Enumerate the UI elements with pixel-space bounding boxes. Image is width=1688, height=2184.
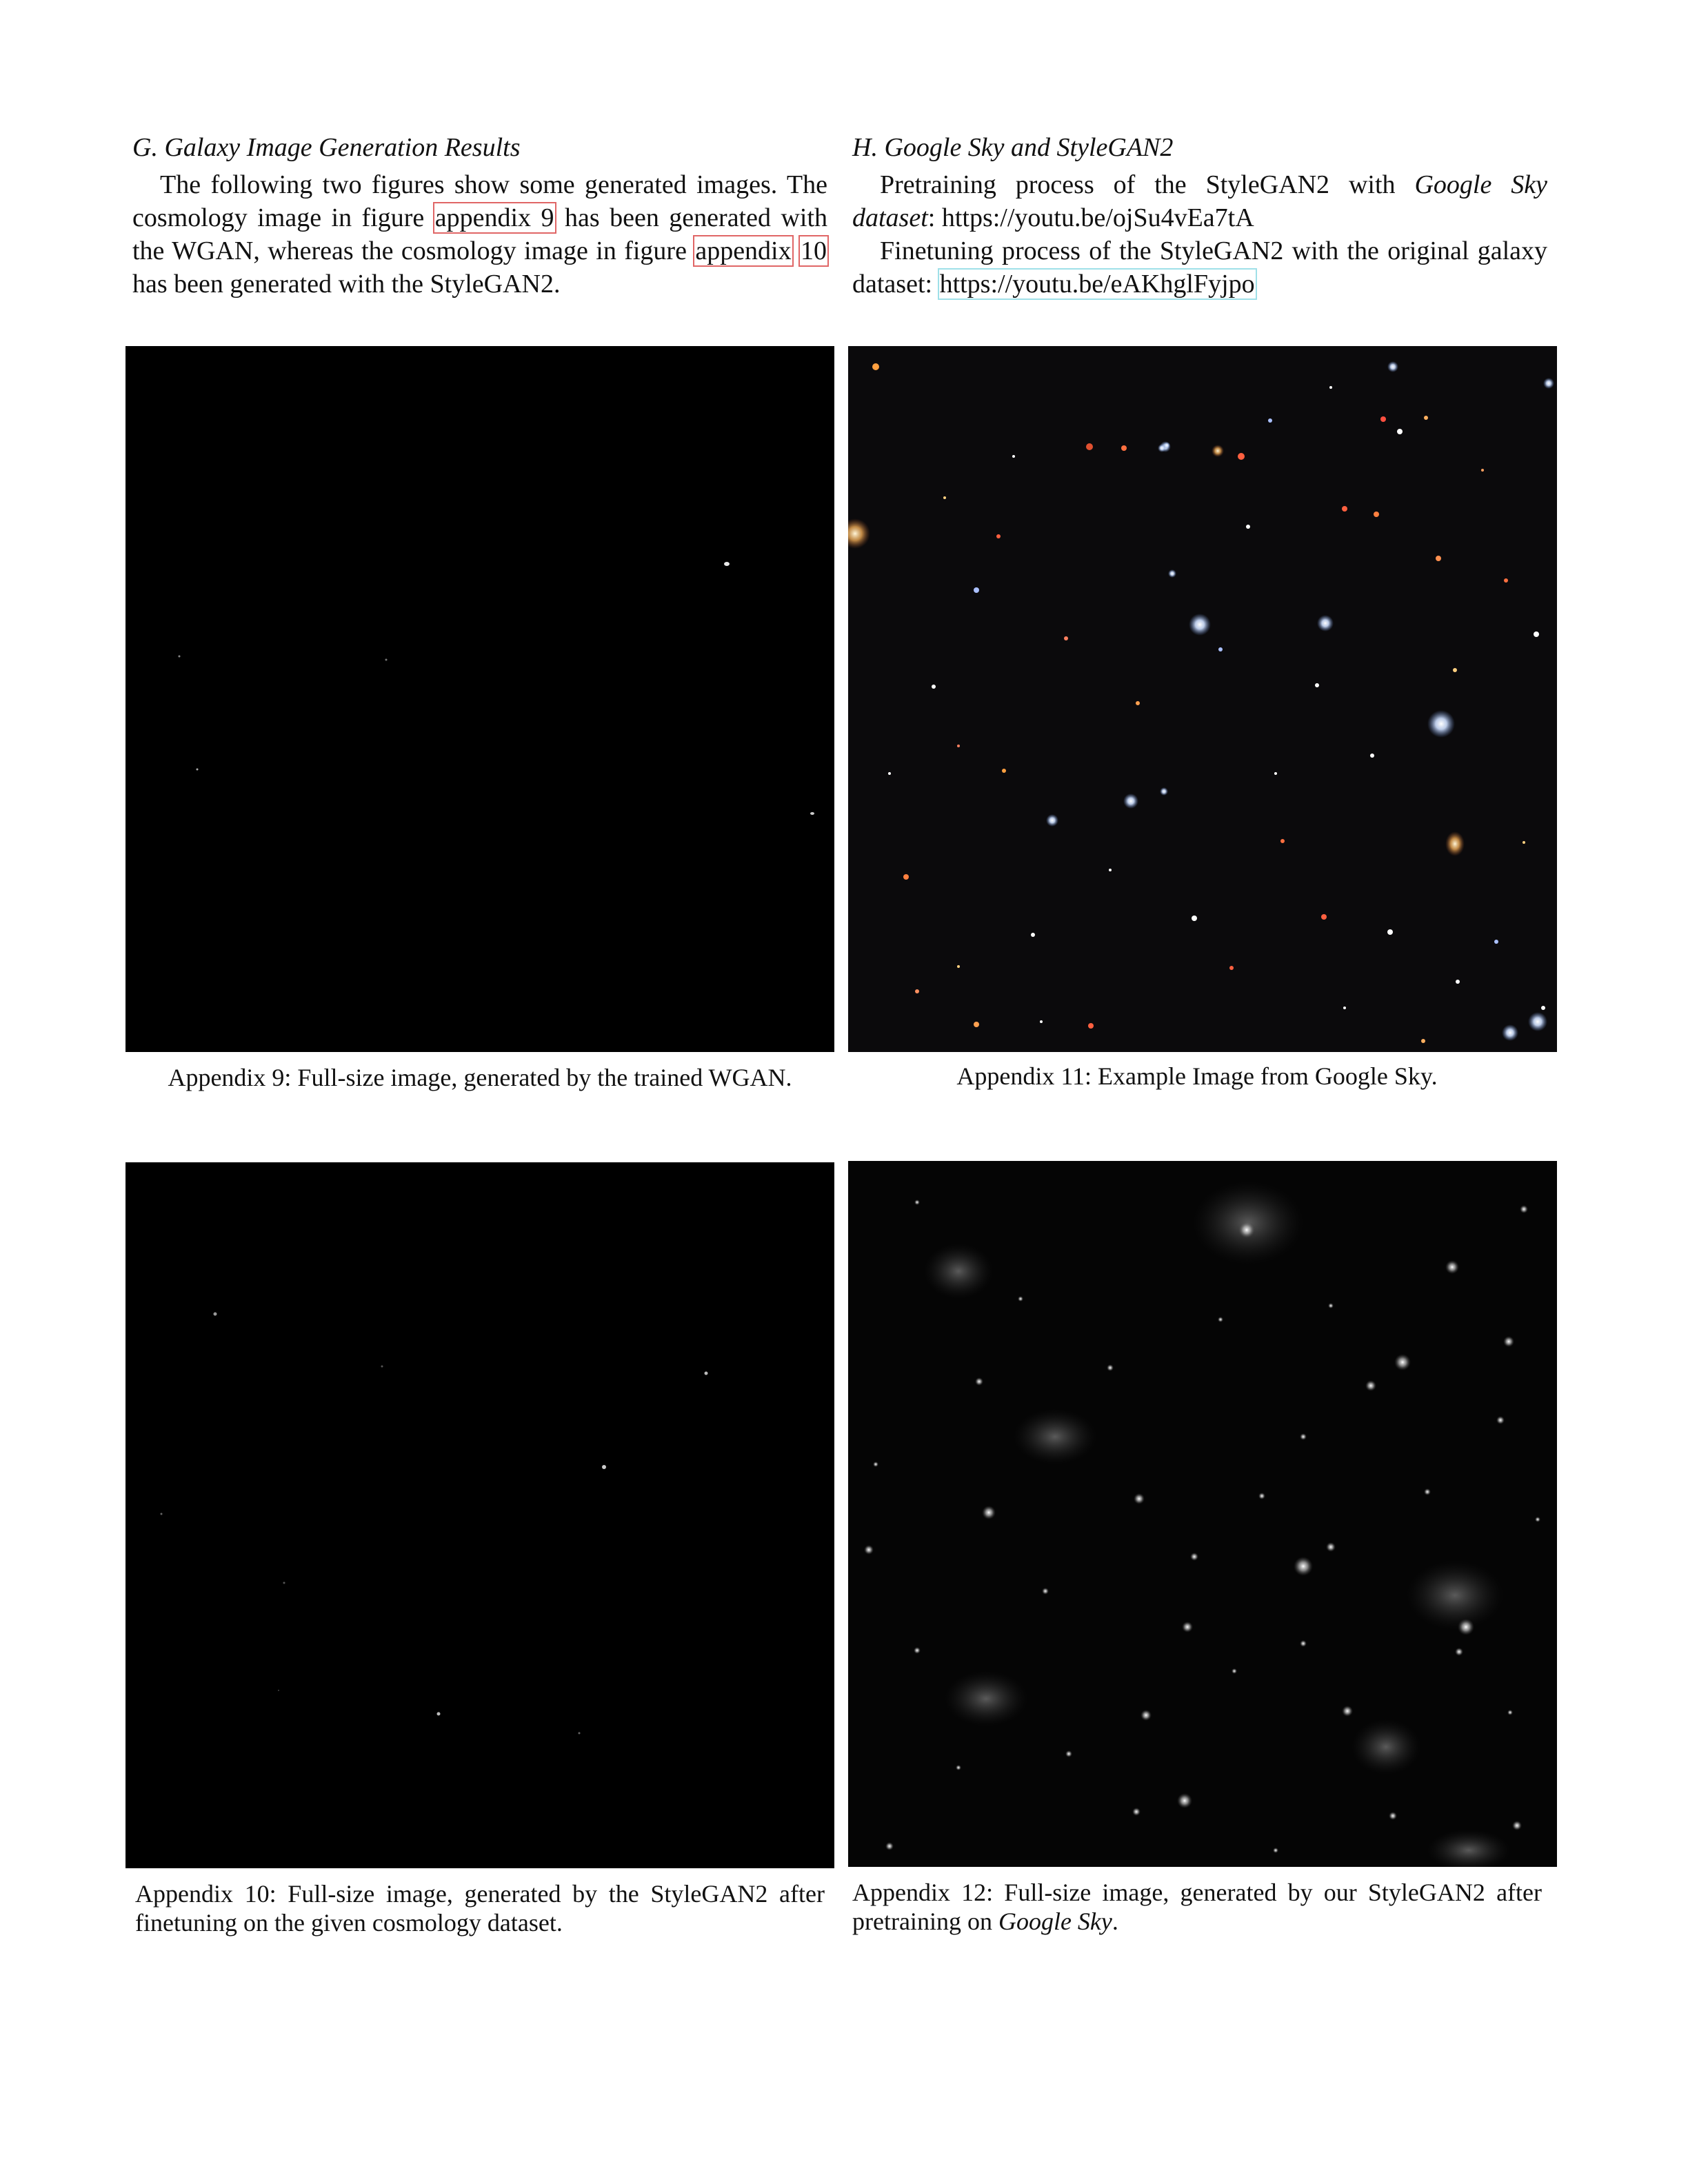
- figure-appendix-11: [848, 346, 1557, 1052]
- pretraining-text: Pretraining process of the StyleGAN2 with: [880, 170, 1415, 199]
- ref-appendix-10a[interactable]: appendix: [695, 236, 792, 265]
- finetuning-text: Finetuning process of the StyleGAN2 with the original galaxy dataset:: [852, 236, 1547, 299]
- stylegan2-finetuned-image: [125, 1162, 834, 1868]
- figure-appendix-9: [125, 346, 834, 1052]
- wgan-image: [125, 346, 834, 1052]
- ref-appendix-9[interactable]: appendix 9: [434, 203, 554, 232]
- pretraining-paragraph: [852, 168, 1547, 234]
- left-column: [132, 131, 827, 301]
- caption-12-text: Appendix 12: Full-size image, generated by our StyleGAN2 after pretraining on: [852, 1879, 1542, 1935]
- google-sky-image: [848, 346, 1557, 1052]
- caption-appendix-11: Appendix 11: Example Image from Google Sky.: [956, 1062, 1438, 1090]
- dataset-text: dataset: [852, 203, 928, 232]
- caption-12-period: .: [1112, 1908, 1118, 1935]
- google-sky-text: Google Sky: [1414, 170, 1547, 199]
- ref-appendix-10b[interactable]: 10: [801, 236, 827, 265]
- left-paragraph: [132, 168, 827, 301]
- left-paragraph-text-1: The following two figures show some generated images. The cosmology image in figure: [132, 170, 827, 232]
- caption-appendix-12: [852, 1878, 1542, 1936]
- stylegan2-pretrained-image: [848, 1161, 1557, 1867]
- figure-appendix-10: [125, 1162, 834, 1868]
- caption-appendix-10: Appendix 10: Full-size image, generated by the StyleGAN2 after finetuning on the given cosmology dataset.: [135, 1880, 825, 1937]
- left-paragraph-text-2: has been generated with the WGAN, whereas the cosmology image in figure: [132, 203, 827, 265]
- figure-appendix-12: [848, 1161, 1557, 1867]
- section-heading-g: G. Galaxy Image Generation Results: [132, 133, 521, 162]
- right-column: [852, 131, 1547, 301]
- caption-appendix-9: Appendix 9: Full-size image, generated by the trained WGAN.: [168, 1064, 792, 1091]
- finetuning-url[interactable]: https://youtu.be/eAKhglFyjpo: [939, 270, 1255, 299]
- caption-12-google-sky: Google Sky: [998, 1908, 1112, 1935]
- finetuning-paragraph: [852, 234, 1547, 301]
- section-heading-h: H. Google Sky and StyleGAN2: [852, 133, 1174, 162]
- pretraining-url[interactable]: : https://youtu.be/ojSu4vEa7tA: [927, 203, 1254, 232]
- left-paragraph-text-3: has been generated with the StyleGAN2.: [132, 270, 561, 299]
